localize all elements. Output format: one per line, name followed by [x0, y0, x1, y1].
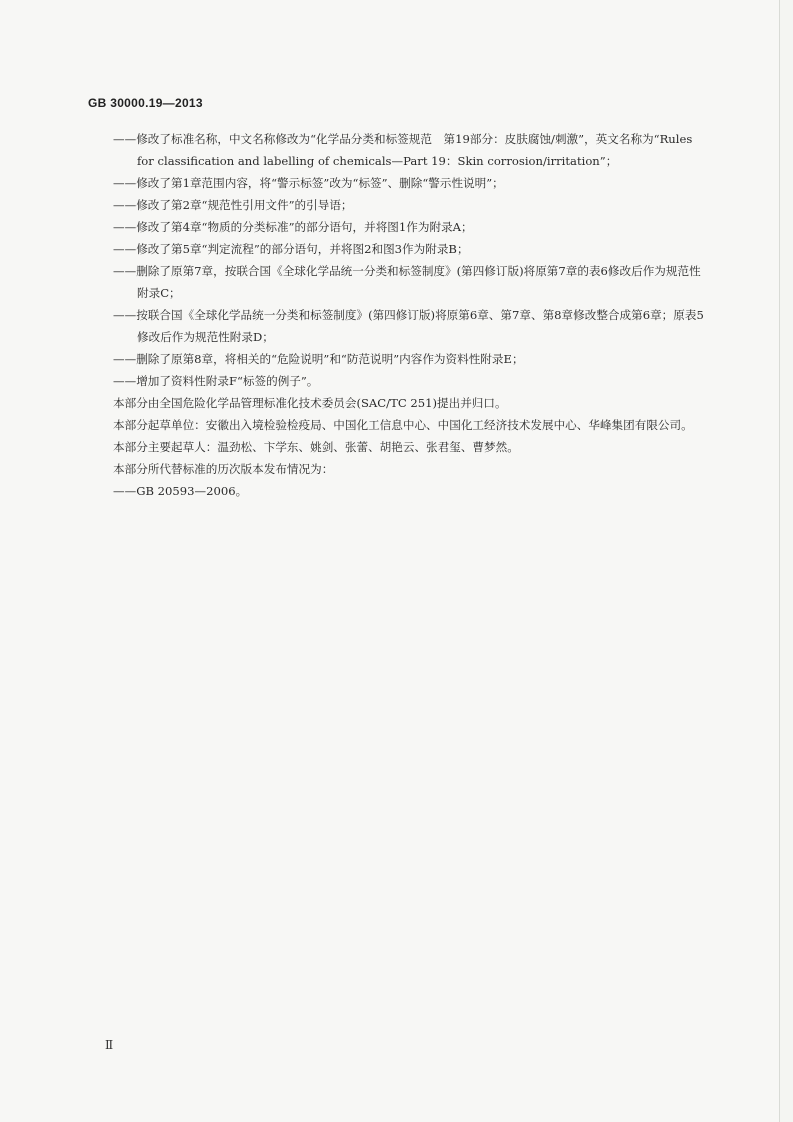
change-item-scope: ——修改了第1章范围内容，将“警示标签”改为“标签”、删除“警示性说明”；: [113, 176, 504, 190]
drafting-units-paragraph: 本部分起草单位：安徽出入境检验检疫局、中国化工信息中心、中国化工经济技术发展中心、华峰集团有限公司。: [113, 418, 693, 432]
drafters-paragraph: 本部分主要起草人：温劲松、卞学东、姚剑、张蕾、胡艳云、张君玺、曹梦然。: [113, 440, 519, 454]
standard-number: GB 30000.19—2013: [88, 96, 203, 110]
page-number: Ⅱ: [105, 1038, 114, 1052]
change-item-decision-logic: ——修改了第5章“判定流程”的部分语句，并将图2和图3作为附录B；: [113, 242, 469, 256]
history-item: ——GB 20593—2006。: [113, 484, 248, 498]
proposed-by-paragraph: 本部分由全国危险化学品管理标准化技术委员会(SAC/TC 251)提出并归口。: [113, 396, 507, 410]
change-item-chapter7-deleted: ——删除了原第7章，按联合国《全球化学品统一分类和标签制度》(第四修订版)将原第7章的表6修改后作为规范性附录C；: [113, 264, 701, 300]
change-item-chapters-merged: ——按联合国《全球化学品统一分类和标签制度》(第四修订版)将原第6章、第7章、第8章修改整合成第6章；原表5修改后作为规范性附录D；: [113, 308, 704, 344]
change-item-normative-refs: ——修改了第2章“规范性引用文件”的引导语；: [113, 198, 353, 212]
document-body: [88, 128, 708, 502]
history-intro-paragraph: 本部分所代替标准的历次版本发布情况为：: [113, 462, 334, 476]
change-item-classification: ——修改了第4章“物质的分类标准”的部分语句，并将图1作为附录A；: [113, 220, 473, 234]
change-item-title: ——修改了标准名称，中文名称修改为“化学品分类和标签规范 第19部分：皮肤腐蚀/刺激”，英文名称为“Rules for classification and labelling of chemicals—Part 19：Skin corrosion/irritation”；: [113, 132, 693, 168]
change-item-annex-f-added: ——增加了资料性附录F“标签的例子”。: [113, 374, 319, 388]
change-item-chapter8-deleted: ——删除了原第8章，将相关的“危险说明”和“防范说明”内容作为资料性附录E；: [113, 352, 524, 366]
